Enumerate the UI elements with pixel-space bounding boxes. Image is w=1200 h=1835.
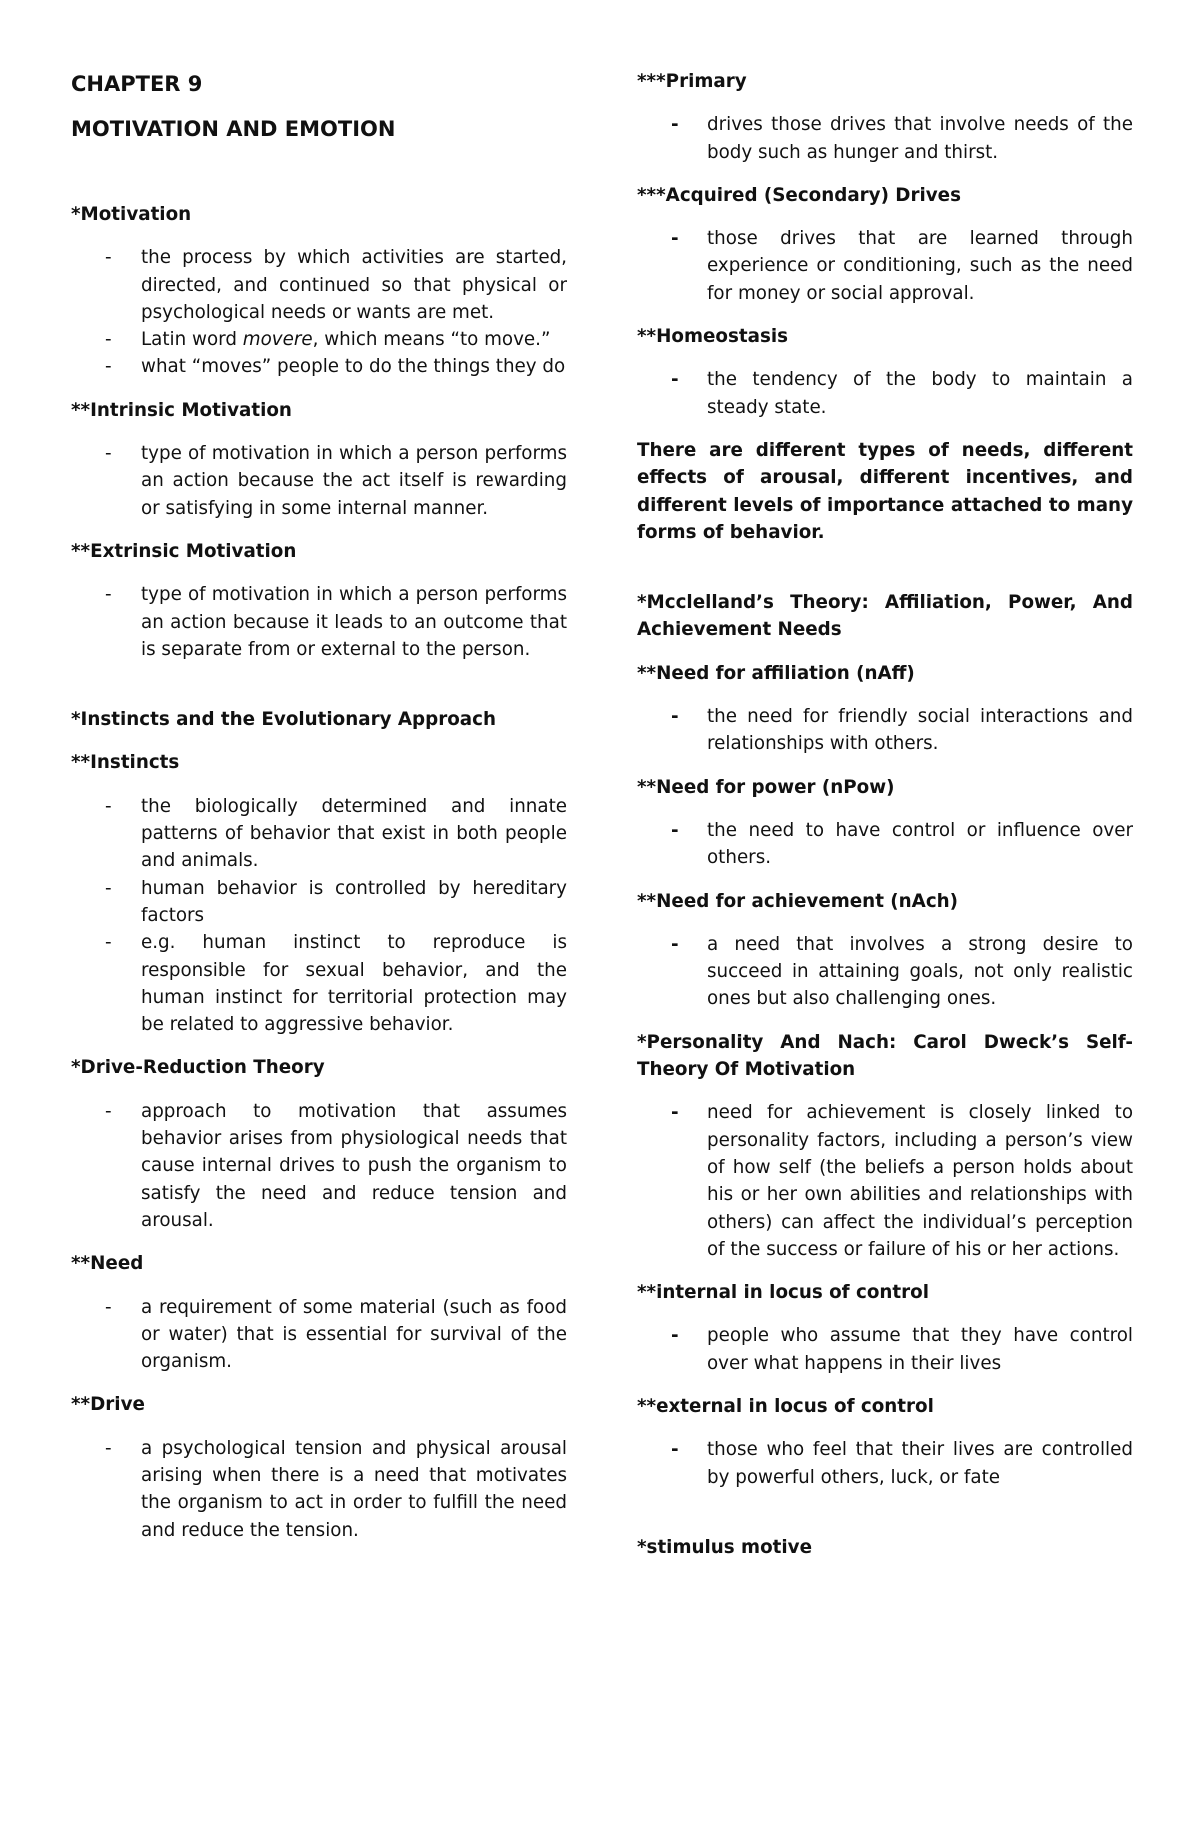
bullet-item (71, 440, 567, 522)
bullet-item (637, 1322, 1133, 1377)
section-heading: *stimulus motive (637, 1536, 812, 1558)
section (637, 1279, 1133, 1377)
bullet-item (637, 225, 1133, 307)
right-column (637, 68, 1133, 1577)
bold-paragraph: There are different types of needs, different effects of arousal, different incentives, and different levels of importance attached to many forms of behavior. (637, 439, 1133, 543)
section (71, 1391, 567, 1543)
bullet-text: the biologically determined and innate patterns of behavior that exist in both people and animals. (141, 795, 567, 872)
bullet-list (637, 111, 1133, 166)
chapter-subtitle: MOTIVATION AND EMOTION (71, 117, 396, 141)
dash-marker: - (105, 1437, 112, 1459)
section-heading: *Instincts and the Evolutionary Approach (71, 709, 496, 731)
dash-marker: - (105, 795, 112, 817)
section (71, 201, 567, 381)
section (71, 1054, 567, 1234)
bullet-text: a psychological tension and physical arousal arising when there is a need that motivates the organism to act in order to fulfill the need and reduce the tension. (141, 1437, 567, 1541)
bullet-item (637, 366, 1133, 421)
bullet-item (71, 875, 567, 930)
bullet-list (637, 1322, 1133, 1377)
bullet-list (71, 440, 567, 522)
section-heading: **Need for power (nPow) (637, 776, 895, 798)
bullet-list (637, 931, 1133, 1013)
bullet-list (637, 1099, 1133, 1263)
section-heading: *Motivation (71, 204, 192, 225)
dash-marker: - (671, 228, 679, 250)
section (637, 1534, 1133, 1561)
bullet-text: , which means “to move.” (312, 329, 551, 351)
bullet-list (71, 244, 567, 380)
dash-marker: - (105, 247, 112, 269)
section-heading: **Need for affiliation (nAff) (637, 662, 915, 684)
bullet-list (71, 1098, 567, 1234)
dash-marker: - (671, 933, 679, 955)
dash-marker: - (671, 114, 679, 136)
dash-marker: - (105, 1100, 112, 1122)
bullet-item (71, 581, 567, 663)
dash-marker: - (105, 356, 112, 378)
dash-marker: - (671, 819, 679, 841)
section (637, 888, 1133, 1013)
bullet-text: drives those drives that involve needs of the body such as hunger and thirst. (707, 114, 1133, 163)
section-heading: **Instincts (71, 752, 180, 774)
dash-marker: - (671, 369, 679, 391)
bullet-item (637, 1436, 1133, 1491)
bullet-text: Latin word (141, 329, 243, 351)
bullet-list (637, 1436, 1133, 1491)
bullet-item (71, 244, 567, 326)
bullet-item (71, 793, 567, 875)
bullet-text: the process by which activities are started, directed, and continued so that physical or psychological needs or wants are met. (141, 247, 567, 323)
chapter-title: CHAPTER 9 (71, 72, 203, 96)
dash-marker: - (105, 584, 112, 606)
section-heading: **external in locus of control (637, 1395, 934, 1417)
section-heading: ***Primary (637, 71, 747, 92)
section (637, 660, 1133, 758)
italic-term: movere (242, 329, 313, 351)
section (637, 437, 1133, 546)
bullet-list (637, 366, 1133, 421)
bullet-text: type of motivation in which a person performs an action because it leads to an outcome that is separate from or external to the person. (141, 584, 567, 660)
bullet-list (71, 1294, 567, 1376)
bullet-text: those who feel that their lives are controlled by powerful others, luck, or fate (707, 1439, 1133, 1488)
section (71, 749, 567, 1038)
bullet-text: the need for friendly social interactions and relationships with others. (707, 706, 1133, 755)
dash-marker: - (105, 329, 112, 351)
bullet-item (71, 326, 567, 353)
section (637, 1393, 1133, 1491)
section (71, 706, 567, 733)
bullet-text: human behavior is controlled by hereditary factors (141, 877, 567, 926)
left-column (71, 70, 567, 1560)
section-heading: **Homeostasis (637, 326, 788, 348)
dash-marker: - (671, 1325, 679, 1347)
bullet-text: need for achievement is closely linked to personality factors, including a person’s view of how self (the beliefs a person holds about his or her own abilities and relationships with others) can affect the individual’s perception of the success or failure of his or her actions. (707, 1102, 1133, 1260)
bullet-text: what “moves” people to do the things they do (141, 356, 566, 378)
bullet-item (637, 817, 1133, 872)
bullet-item (637, 1099, 1133, 1263)
section (71, 1250, 567, 1375)
section (71, 397, 567, 522)
bullet-text: a requirement of some material (such as food or water) that is essential for survival of the organism. (141, 1296, 567, 1373)
section (637, 182, 1133, 307)
bullet-text: a need that involves a strong desire to succeed in attaining goals, not only realistic ones but also challenging ones. (707, 933, 1133, 1010)
dash-marker: - (671, 706, 679, 728)
bullet-list (71, 581, 567, 663)
dash-marker: - (105, 932, 112, 954)
section-heading: *Mcclelland’s Theory: Affiliation, Power, And Achievement Needs (637, 592, 1133, 641)
bullet-item (71, 929, 567, 1038)
dash-marker: - (671, 1439, 679, 1461)
bullet-item (637, 931, 1133, 1013)
bullet-text: the need to have control or influence over others. (707, 819, 1133, 869)
section-heading: **Need (71, 1253, 144, 1275)
section (637, 1029, 1133, 1263)
section-heading: **Intrinsic Motivation (71, 399, 292, 421)
section (637, 589, 1133, 644)
dash-marker: - (671, 1102, 679, 1124)
dash-marker: - (105, 877, 112, 899)
section-heading: **Drive (71, 1394, 145, 1416)
section-heading: *Personality And Nach: Carol Dweck’s Self-Theory Of Motivation (637, 1031, 1133, 1081)
bullet-text: people who assume that they have control over what happens in their lives (707, 1325, 1133, 1374)
bullet-list (637, 225, 1133, 307)
section (637, 323, 1133, 421)
bullet-item (71, 1098, 567, 1234)
bullet-item (637, 703, 1133, 758)
section-heading: **Need for achievement (nAch) (637, 890, 959, 912)
bullet-item (71, 1435, 567, 1544)
section-heading: **internal in locus of control (637, 1282, 929, 1304)
bullet-text: type of motivation in which a person performs an action because the act itself is rewarding or satisfying in some internal manner. (141, 443, 567, 519)
bullet-list (637, 703, 1133, 758)
bullet-text: e.g. human instinct to reproduce is responsible for sexual behavior, and the human instinct for territorial protection may be related to aggressive behavior. (141, 932, 567, 1036)
dash-marker: - (105, 443, 112, 465)
section-heading: ***Acquired (Secondary) Drives (637, 184, 961, 206)
bullet-list (71, 793, 567, 1039)
bullet-text: the tendency of the body to maintain a steady state. (707, 369, 1133, 418)
section-heading: **Extrinsic Motivation (71, 540, 297, 562)
bullet-item (637, 111, 1133, 166)
section-heading: *Drive-Reduction Theory (71, 1057, 325, 1079)
bullet-list (71, 1435, 567, 1544)
bullet-text: those drives that are learned through experience or conditioning, such as the need for money or social approval. (707, 228, 1133, 304)
section (637, 68, 1133, 166)
dash-marker: - (105, 1296, 112, 1318)
bullet-list (637, 817, 1133, 872)
bullet-item (71, 353, 567, 380)
section (637, 774, 1133, 872)
bullet-item (71, 1294, 567, 1376)
bullet-text: approach to motivation that assumes behavior arises from physiological needs that cause internal drives to push the organism to satisfy the need and reduce tension and arousal. (141, 1100, 567, 1231)
section (71, 538, 567, 663)
